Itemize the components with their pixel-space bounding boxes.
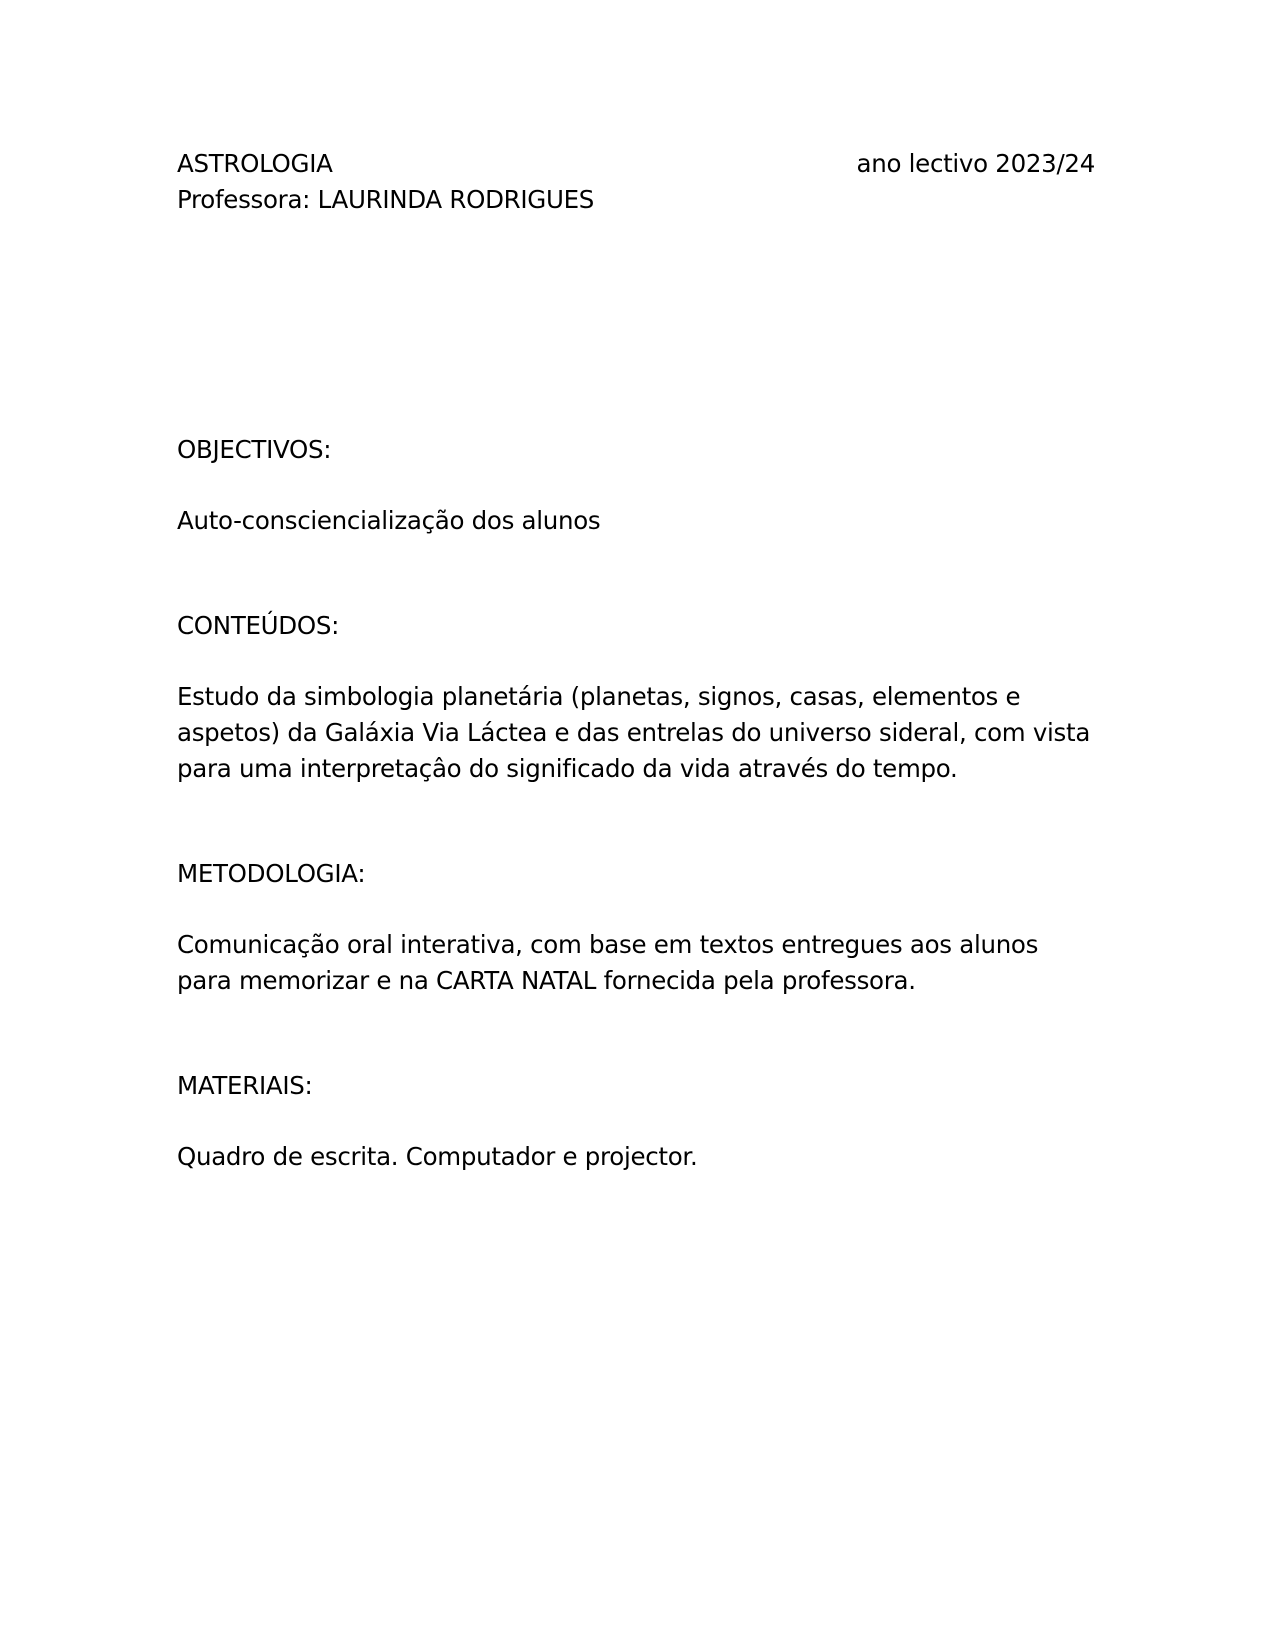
materials-heading: MATERIAIS:	[177, 1071, 313, 1100]
contents-paragraph	[177, 679, 1095, 787]
paragraph-line: para memorizar e na CARTA NATAL fornecida pela professora.	[177, 966, 916, 995]
contents-heading: CONTEÚDOS:	[177, 611, 340, 640]
document-body	[177, 146, 1095, 1175]
teacher-name: Professora: LAURINDA RODRIGUES	[177, 185, 595, 214]
paragraph-line: aspetos) da Galáxia Via Láctea e das entrelas do universo sideral, com vista	[177, 718, 1091, 747]
objectives-paragraph	[177, 503, 1095, 539]
subject-title: ASTROLOGIA	[177, 149, 333, 178]
paragraph-line: para uma interpretaçâo do significado da vida através do tempo.	[177, 754, 958, 783]
methodology-paragraph	[177, 927, 1095, 999]
methodology-heading: METODOLOGIA:	[177, 859, 366, 888]
paragraph-line: Quadro de escrita. Computador e projector.	[177, 1142, 698, 1171]
school-year: ano lectivo 2023/24	[856, 149, 1095, 178]
paragraph-line: Estudo da simbologia planetária (planetas, signos, casas, elementos e	[177, 682, 1021, 711]
header-row	[177, 146, 1095, 182]
paragraph-line: Comunicação oral interativa, com base em textos entregues aos alunos	[177, 930, 1039, 959]
materials-paragraph	[177, 1139, 1095, 1175]
paragraph-line: Auto-consciencialização dos alunos	[177, 506, 601, 535]
document-header	[177, 146, 1095, 218]
objectives-heading: OBJECTIVOS:	[177, 435, 332, 464]
